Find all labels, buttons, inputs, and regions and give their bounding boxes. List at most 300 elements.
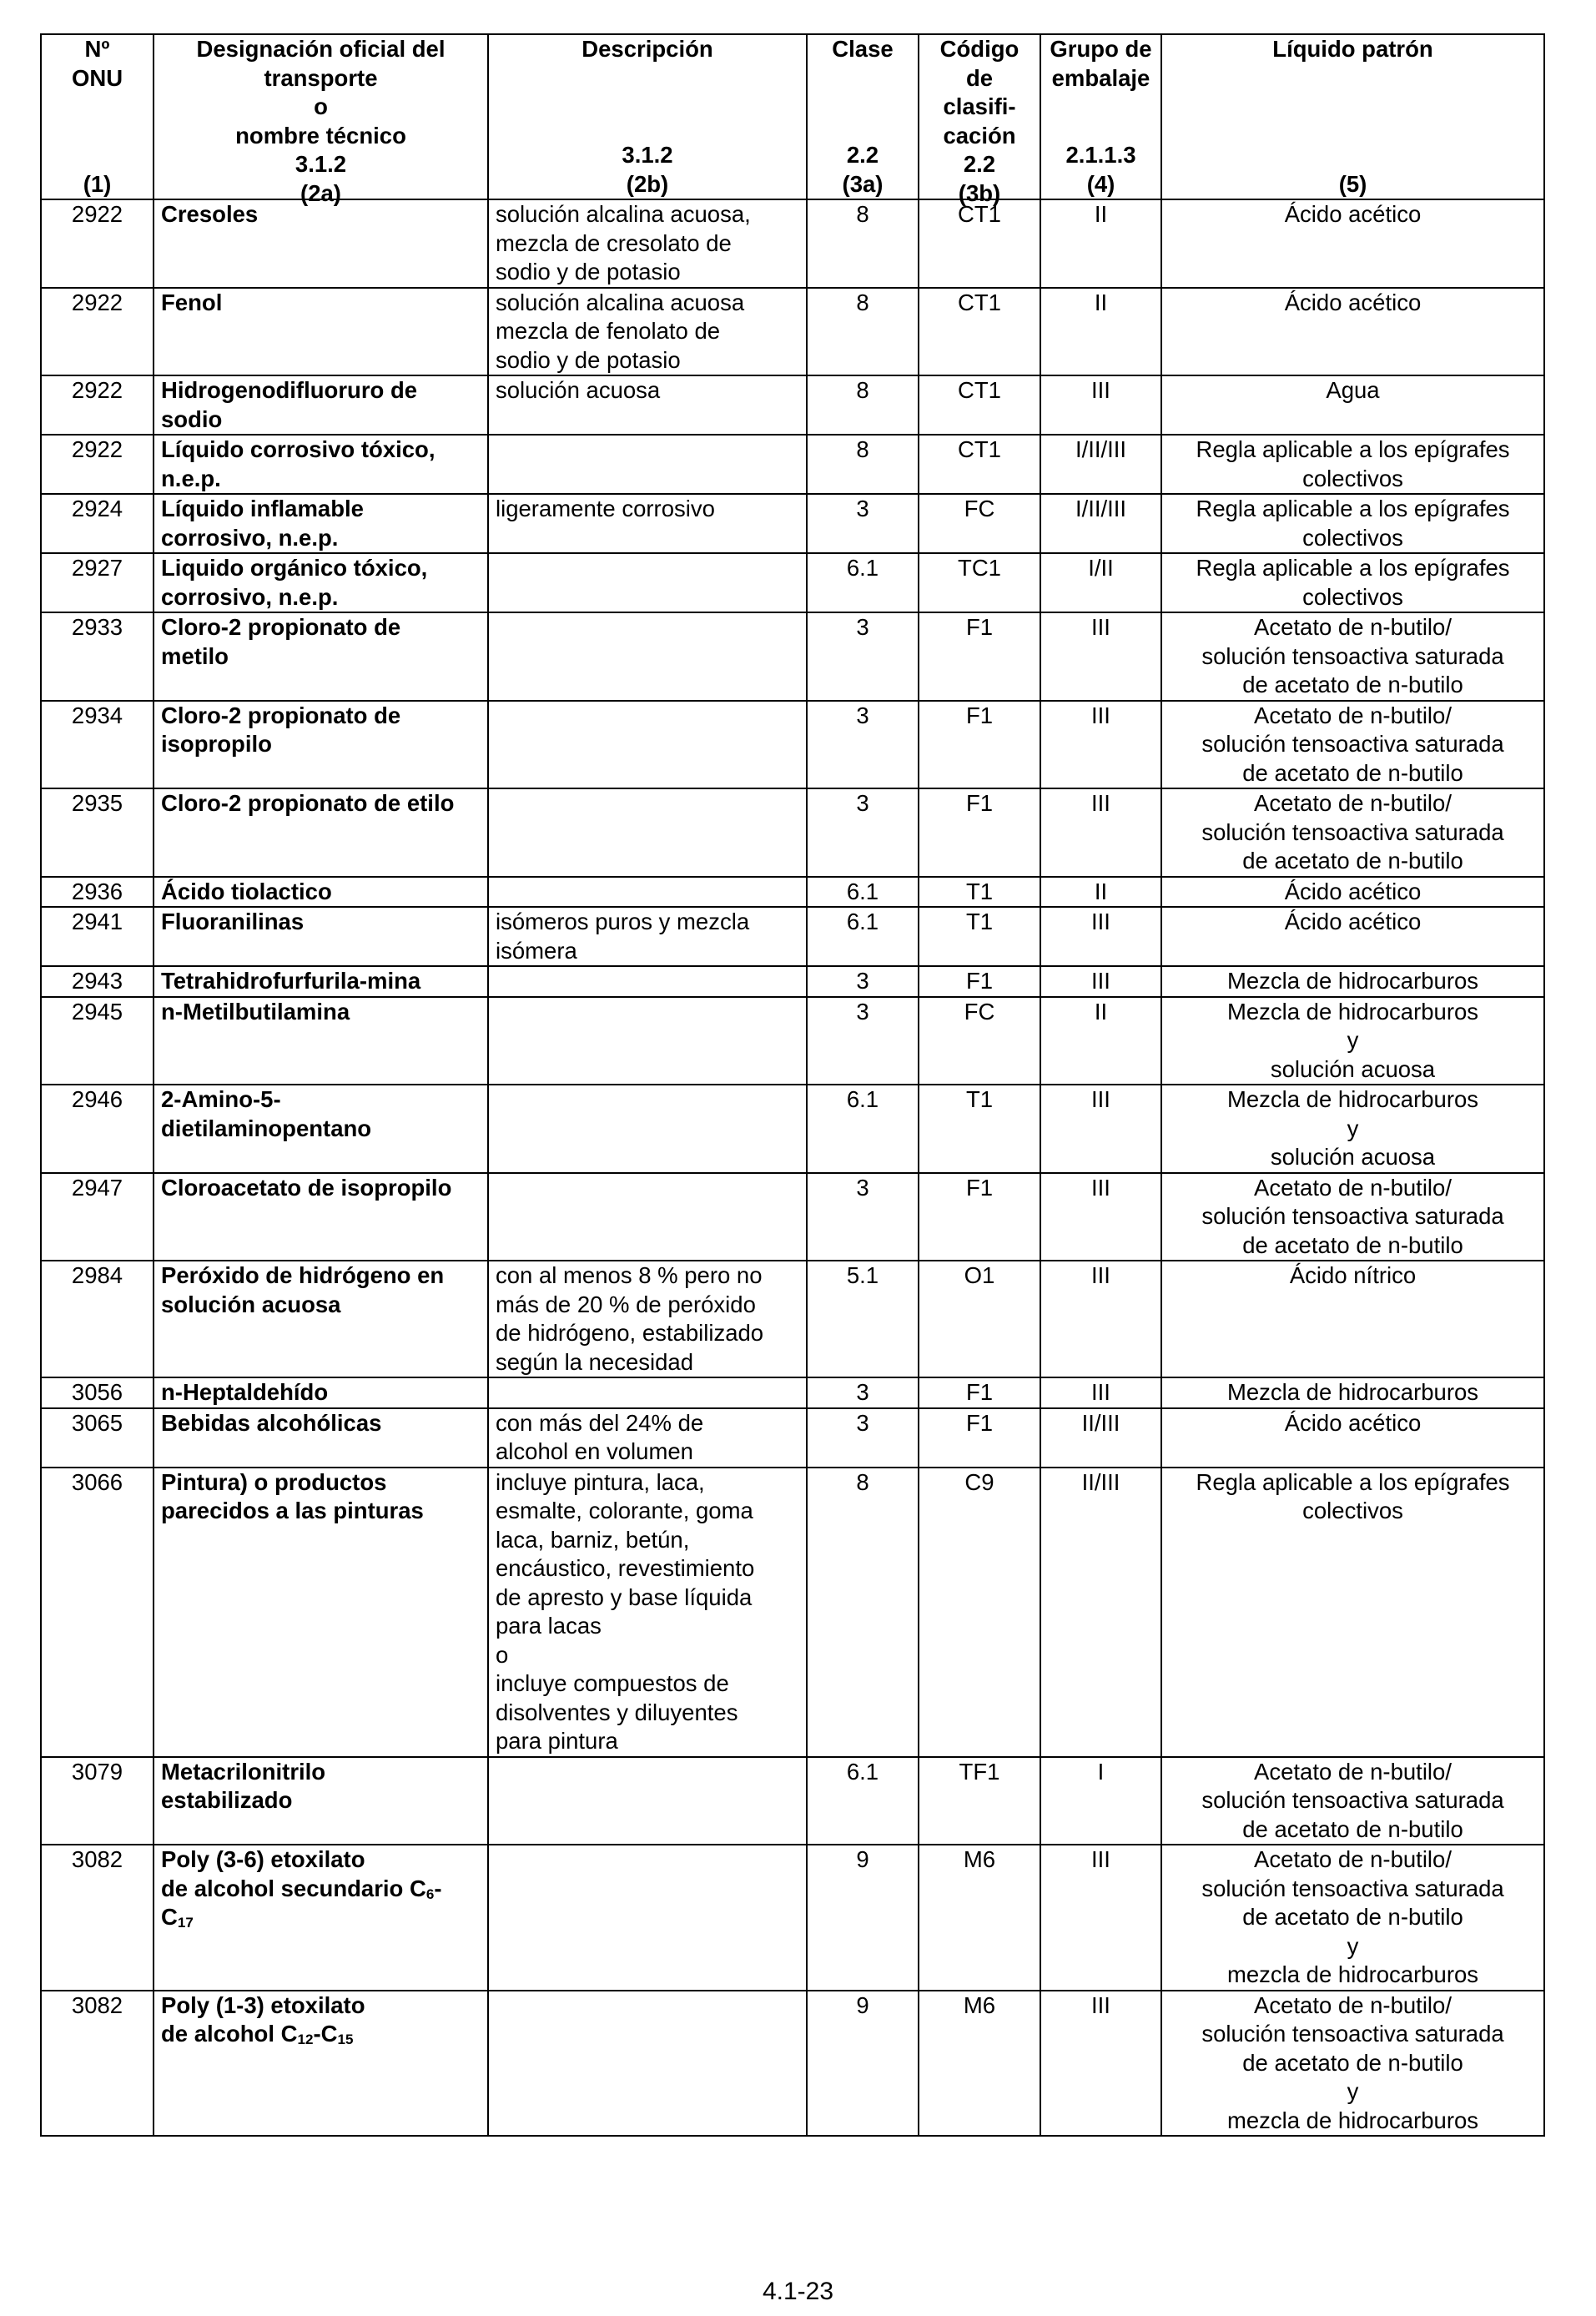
- header-title-line: transporte: [264, 64, 378, 91]
- cell-un-number: 3082: [41, 1845, 154, 1991]
- cell-standard-liquid-line: solución tensoactiva saturada: [1201, 1875, 1504, 1901]
- cell-designation-line: Liquido orgánico tóxico,: [161, 555, 428, 581]
- cell-description: [488, 612, 807, 701]
- cell-standard-liquid-line: solución tensoactiva saturada: [1201, 818, 1504, 845]
- cell-standard-liquid: [1161, 1991, 1544, 2137]
- cell-designation: [154, 788, 488, 877]
- cell-un-number: 2927: [41, 553, 154, 612]
- cell-designation-line: Líquido corrosivo tóxico,: [161, 436, 436, 462]
- cell-standard-liquid: [1161, 435, 1544, 494]
- cell-designation-line: dietilaminopentano: [161, 1115, 372, 1141]
- cell-standard-liquid-line: solución tensoactiva saturada: [1201, 1787, 1504, 1813]
- cell-classification-code: T1: [919, 877, 1040, 908]
- cell-packing-group: III: [1040, 788, 1161, 877]
- cell-un-number: 3065: [41, 1408, 154, 1468]
- cell-description: [488, 1261, 807, 1377]
- cell-designation-line: sodio: [161, 405, 223, 432]
- cell-class: 3: [807, 494, 919, 553]
- header-row: [41, 34, 1544, 199]
- cell-designation-line: 2-Amino-5-: [161, 1086, 281, 1112]
- cell-designation-line: n-Heptaldehído: [161, 1379, 329, 1405]
- cell-designation: [154, 877, 488, 908]
- cell-classification-code: F1: [919, 1408, 1040, 1468]
- cell-designation-line: de alcohol $C_{12}-C_{15}$: [161, 2021, 354, 2047]
- cell-standard-liquid-line: de acetato de n-butilo: [1242, 759, 1463, 786]
- table-row: [41, 1377, 1544, 1408]
- column-header-ref: [45, 141, 149, 199]
- cell-un-number: 2924: [41, 494, 154, 553]
- cell-description: [488, 1991, 807, 2137]
- cell-un-number: 3056: [41, 1377, 154, 1408]
- cell-description-line: de hidrógeno, estabilizado: [496, 1320, 764, 1346]
- cell-standard-liquid: [1161, 288, 1544, 376]
- table-row: [41, 701, 1544, 789]
- column-header-ref: [492, 141, 803, 199]
- cell-designation: [154, 1173, 488, 1261]
- cell-standard-liquid: [1161, 1173, 1544, 1261]
- cell-standard-liquid-line: y: [1347, 1115, 1359, 1141]
- cell-designation-line: metilo: [161, 642, 229, 669]
- cell-standard-liquid-line: Regla aplicable a los epígrafes: [1196, 1468, 1510, 1495]
- cell-designation: [154, 553, 488, 612]
- table-row: [41, 288, 1544, 376]
- cell-un-number: 2947: [41, 1173, 154, 1261]
- cell-packing-group: III: [1040, 612, 1161, 701]
- cell-class: 8: [807, 1468, 919, 1757]
- cell-class: 9: [807, 1845, 919, 1991]
- header-section-ref: [1166, 141, 1540, 170]
- cell-standard-liquid: [1161, 1757, 1544, 1845]
- cell-description-line: laca, barniz, betún,: [496, 1526, 690, 1553]
- cell-un-number: 2945: [41, 997, 154, 1085]
- cell-packing-group: III: [1040, 1173, 1161, 1261]
- cell-designation-line: corrosivo, n.e.p.: [161, 524, 339, 551]
- cell-standard-liquid-line: Acetato de n-butilo/: [1254, 1758, 1452, 1785]
- cell-standard-liquid-line: Mezcla de hidrocarburos: [1226, 1379, 1479, 1405]
- cell-description: [488, 288, 807, 376]
- cell-un-number: 2922: [41, 375, 154, 435]
- cell-classification-code: FC: [919, 494, 1040, 553]
- header-section-ref: 2.2: [846, 142, 879, 168]
- cell-designation-line: Cloro-2 propionato de: [161, 702, 401, 728]
- cell-description-line: más de 20 % de peróxido: [496, 1291, 756, 1317]
- cell-classification-code: T1: [919, 907, 1040, 966]
- header-column-number: (2a): [300, 179, 341, 206]
- cell-designation: [154, 1991, 488, 2137]
- cell-designation-line: n.e.p.: [161, 465, 221, 491]
- cell-designation-line: estabilizado: [161, 1787, 293, 1813]
- cell-classification-code: F1: [919, 612, 1040, 701]
- table-row: [41, 1991, 1544, 2137]
- table-row: [41, 877, 1544, 908]
- header-title-line: nombre técnico: [235, 122, 406, 149]
- cell-standard-liquid-line: colectivos: [1302, 583, 1403, 610]
- cell-un-number: 2984: [41, 1261, 154, 1377]
- cell-standard-liquid: [1161, 1377, 1544, 1408]
- header-column-number: (3b): [958, 179, 1001, 206]
- cell-standard-liquid-line: mezcla de hidrocarburos: [1226, 2107, 1479, 2133]
- cell-description-line: solución alcalina acuosa,: [496, 201, 751, 227]
- cell-class: 6.1: [807, 1757, 919, 1845]
- table-row: [41, 553, 1544, 612]
- cell-description-line: isómera: [496, 937, 577, 964]
- cell-designation-line: Bebidas alcohólicas: [161, 1409, 382, 1436]
- header-column-number: (3a): [842, 170, 884, 197]
- header-column-number: (5): [1338, 170, 1367, 197]
- cell-standard-liquid-line: solución acuosa: [1270, 1144, 1436, 1170]
- cell-description-line: según la necesidad: [496, 1348, 693, 1375]
- cell-designation: [154, 199, 488, 288]
- cell-description-line: ligeramente corrosivo: [496, 496, 715, 521]
- header-title-line: Nº: [84, 36, 110, 62]
- cell-designation-line: isopropilo: [161, 731, 272, 757]
- cell-class: 3: [807, 788, 919, 877]
- cell-standard-liquid-line: colectivos: [1302, 524, 1403, 551]
- table-row: [41, 1845, 1544, 1991]
- column-header-title: [492, 35, 803, 64]
- cell-packing-group: I: [1040, 1757, 1161, 1845]
- cell-packing-group: I/II: [1040, 553, 1161, 612]
- column-header-ref: [1045, 141, 1157, 199]
- cell-class: 6.1: [807, 877, 919, 908]
- cell-standard-liquid: [1161, 494, 1544, 553]
- column-header: [919, 34, 1040, 206]
- cell-un-number: 3079: [41, 1757, 154, 1845]
- cell-designation: [154, 1408, 488, 1468]
- cell-designation-line: Líquido inflamable: [161, 496, 364, 521]
- cell-classification-code: M6: [919, 1991, 1040, 2137]
- cell-designation: [154, 612, 488, 701]
- column-header-ref: [923, 150, 1036, 208]
- column-header: [41, 34, 154, 199]
- cell-un-number: 2922: [41, 199, 154, 288]
- cell-packing-group: III: [1040, 1845, 1161, 1991]
- column-header-title: [45, 35, 149, 93]
- cell-standard-liquid-line: Acetato de n-butilo/: [1254, 1174, 1452, 1201]
- cell-standard-liquid-line: y: [1347, 2078, 1359, 2104]
- column-header: [1040, 34, 1161, 199]
- cell-description-line: con más del 24% de: [496, 1409, 704, 1436]
- cell-packing-group: II/III: [1040, 1468, 1161, 1757]
- cell-un-number: 2922: [41, 435, 154, 494]
- cell-class: 8: [807, 199, 919, 288]
- table-row: [41, 1408, 1544, 1468]
- cell-description-line: para lacas: [496, 1613, 602, 1639]
- cell-class: 6.1: [807, 907, 919, 966]
- cell-designation: [154, 997, 488, 1085]
- cell-standard-liquid-line: Regla aplicable a los epígrafes: [1196, 496, 1510, 521]
- cell-description-line: o: [496, 1641, 509, 1668]
- table-row: [41, 788, 1544, 877]
- cell-packing-group: II/III: [1040, 1408, 1161, 1468]
- cell-standard-liquid-line: Ácido acético: [1284, 909, 1422, 934]
- cell-standard-liquid: [1161, 1408, 1544, 1468]
- cell-standard-liquid-line: de acetato de n-butilo: [1242, 2049, 1463, 2076]
- table-row: [41, 966, 1544, 997]
- cell-standard-liquid: [1161, 997, 1544, 1085]
- cell-packing-group: I/II/III: [1040, 435, 1161, 494]
- header-title-line: cación: [943, 122, 1016, 149]
- cell-description: [488, 997, 807, 1085]
- header-title-line: Clase: [832, 36, 894, 62]
- table-row: [41, 435, 1544, 494]
- cell-standard-liquid-line: y: [1347, 1932, 1359, 1959]
- cell-un-number: 2933: [41, 612, 154, 701]
- cell-un-number: 2922: [41, 288, 154, 376]
- header-section-ref: 2.1.1.3: [1065, 142, 1136, 168]
- cell-standard-liquid-line: Acetato de n-butilo/: [1254, 1846, 1452, 1872]
- cell-description: [488, 375, 807, 435]
- cell-description: [488, 701, 807, 789]
- cell-designation-line: Cloro-2 propionato de etilo: [161, 790, 455, 816]
- cell-packing-group: I/II/III: [1040, 494, 1161, 553]
- cell-packing-group: II: [1040, 288, 1161, 376]
- cell-designation-line: Cloro-2 propionato de: [161, 614, 401, 640]
- cell-packing-group: III: [1040, 701, 1161, 789]
- cell-class: 6.1: [807, 553, 919, 612]
- cell-description: [488, 1377, 807, 1408]
- cell-un-number: 3066: [41, 1468, 154, 1757]
- cell-standard-liquid: [1161, 375, 1544, 435]
- cell-classification-code: F1: [919, 966, 1040, 997]
- cell-packing-group: III: [1040, 907, 1161, 966]
- table-row: [41, 494, 1544, 553]
- column-header: [807, 34, 919, 199]
- cell-designation: [154, 907, 488, 966]
- cell-designation: [154, 701, 488, 789]
- header-title-line: clasifi-: [943, 93, 1016, 119]
- cell-standard-liquid-line: Mezcla de hidrocarburos: [1226, 968, 1479, 994]
- cell-standard-liquid-line: Ácido acético: [1284, 201, 1422, 227]
- cell-standard-liquid-line: solución tensoactiva saturada: [1201, 2021, 1504, 2047]
- cell-designation-line: Cresoles: [161, 201, 259, 227]
- cell-description-line: solución acuosa: [496, 377, 661, 403]
- cell-designation-line: n-Metilbutilamina: [161, 998, 350, 1025]
- cell-standard-liquid-line: de acetato de n-butilo: [1242, 848, 1463, 874]
- cell-designation: [154, 1845, 488, 1991]
- cell-description-line: encáustico, revestimiento: [496, 1555, 755, 1581]
- cell-description-line: disolventes y diluyentes: [496, 1699, 738, 1725]
- header-section-ref: 2.2: [963, 151, 996, 177]
- cell-description: [488, 1845, 807, 1991]
- cell-classification-code: FC: [919, 997, 1040, 1085]
- cell-packing-group: II: [1040, 877, 1161, 908]
- cell-un-number: 2934: [41, 701, 154, 789]
- cell-packing-group: III: [1040, 375, 1161, 435]
- table-row: [41, 375, 1544, 435]
- cell-standard-liquid: [1161, 1085, 1544, 1173]
- cell-designation: [154, 435, 488, 494]
- cell-un-number: 2941: [41, 907, 154, 966]
- cell-class: 5.1: [807, 1261, 919, 1377]
- cell-classification-code: F1: [919, 788, 1040, 877]
- cell-packing-group: III: [1040, 1085, 1161, 1173]
- cell-class: 3: [807, 1377, 919, 1408]
- cell-standard-liquid-line: Mezcla de hidrocarburos: [1226, 1086, 1479, 1112]
- cell-class: 3: [807, 1408, 919, 1468]
- cell-classification-code: CT1: [919, 288, 1040, 376]
- cell-description: [488, 494, 807, 553]
- cell-classification-code: CT1: [919, 435, 1040, 494]
- cell-description-line: alcohol en volumen: [496, 1438, 693, 1464]
- column-header-title: [158, 35, 484, 150]
- header-title-line: ONU: [71, 64, 123, 91]
- column-header-ref: [811, 141, 914, 199]
- cell-standard-liquid-line: solución tensoactiva saturada: [1201, 1203, 1504, 1229]
- column-header: [154, 34, 488, 206]
- cell-description-line: isómeros puros y mezcla: [496, 909, 750, 934]
- cell-standard-liquid-line: Acetato de n-butilo/: [1254, 702, 1452, 728]
- cell-description-line: con al menos 8 % pero no: [496, 1262, 763, 1288]
- cell-description: [488, 435, 807, 494]
- cell-standard-liquid-line: de acetato de n-butilo: [1242, 672, 1463, 697]
- cell-classification-code: T1: [919, 1085, 1040, 1173]
- column-header-title: [923, 35, 1036, 150]
- cell-description-line: incluye pintura, laca,: [496, 1468, 705, 1495]
- cell-standard-liquid-line: Acetato de n-butilo/: [1254, 790, 1452, 816]
- cell-standard-liquid: [1161, 612, 1544, 701]
- header-title-line: embalaje: [1051, 64, 1150, 91]
- cell-class: 8: [807, 288, 919, 376]
- cell-designation-line: Peróxido de hidrógeno en: [161, 1262, 445, 1288]
- cell-description-line: incluye compuestos de: [496, 1670, 729, 1696]
- cell-standard-liquid-line: solución tensoactiva saturada: [1201, 642, 1504, 669]
- cell-designation: [154, 494, 488, 553]
- cell-standard-liquid: [1161, 701, 1544, 789]
- cell-classification-code: F1: [919, 1377, 1040, 1408]
- cell-description-line: de apresto y base líquida: [496, 1583, 753, 1610]
- cell-standard-liquid-line: Agua: [1326, 377, 1380, 403]
- header-title-line: Código: [939, 36, 1020, 62]
- header-title-line: Designación oficial del: [196, 36, 446, 62]
- cell-classification-code: F1: [919, 1173, 1040, 1261]
- column-header: [1161, 34, 1544, 199]
- cell-standard-liquid-line: Regla aplicable a los epígrafes: [1196, 555, 1510, 581]
- cell-designation: [154, 288, 488, 376]
- cell-un-number: 2946: [41, 1085, 154, 1173]
- header-section-ref: 3.1.2: [622, 142, 673, 168]
- cell-description: [488, 877, 807, 908]
- cell-designation-line: Ácido tiolactico: [161, 878, 332, 904]
- cell-designation: [154, 1085, 488, 1173]
- cell-designation-line: de alcohol secundario $C_6-$: [161, 1875, 442, 1902]
- cell-standard-liquid: [1161, 877, 1544, 908]
- cell-designation-line: Tetrahidrofurfurila-mina: [161, 968, 421, 994]
- table-row: [41, 997, 1544, 1085]
- cell-standard-liquid-line: Acetato de n-butilo/: [1254, 614, 1452, 640]
- cell-description: [488, 1468, 807, 1757]
- cell-designation-line: Cloroacetato de isopropilo: [161, 1174, 452, 1201]
- cell-standard-liquid-line: Ácido acético: [1284, 289, 1422, 315]
- cell-designation-line: parecidos a las pinturas: [161, 1498, 424, 1523]
- column-header-title: [1166, 35, 1540, 64]
- cell-packing-group: III: [1040, 1377, 1161, 1408]
- cell-standard-liquid-line: y: [1347, 1027, 1359, 1053]
- header-title-line: Grupo de: [1050, 36, 1152, 62]
- cell-packing-group: III: [1040, 966, 1161, 997]
- table-row: [41, 1261, 1544, 1377]
- cell-standard-liquid: [1161, 1845, 1544, 1991]
- cell-classification-code: C9: [919, 1468, 1040, 1757]
- cell-class: 3: [807, 701, 919, 789]
- cell-description-line: solución alcalina acuosa: [496, 289, 745, 315]
- table-row: [41, 907, 1544, 966]
- cell-un-number: 2936: [41, 877, 154, 908]
- table-row: [41, 1757, 1544, 1845]
- column-header: [488, 34, 807, 199]
- cell-standard-liquid-line: Ácido acético: [1284, 1409, 1422, 1436]
- cell-description: [488, 907, 807, 966]
- cell-designation-line: solución acuosa: [161, 1291, 341, 1317]
- cell-description: [488, 199, 807, 288]
- cell-standard-liquid: [1161, 1468, 1544, 1757]
- header-section-ref: [45, 141, 149, 170]
- cell-description-line: mezcla de fenolato de: [496, 318, 721, 344]
- cell-standard-liquid-line: de acetato de n-butilo: [1242, 1815, 1463, 1842]
- cell-standard-liquid-line: Ácido nítrico: [1289, 1262, 1417, 1288]
- page-number: 4.1-23: [762, 2278, 834, 2305]
- cell-description: [488, 788, 807, 877]
- cell-description: [488, 1757, 807, 1845]
- dangerous-goods-table: [40, 33, 1545, 2137]
- column-header-ref: [1166, 141, 1540, 199]
- cell-description: [488, 1408, 807, 1468]
- column-header-title: [811, 35, 914, 64]
- cell-classification-code: TF1: [919, 1757, 1040, 1845]
- cell-designation: [154, 966, 488, 997]
- cell-standard-liquid: [1161, 966, 1544, 997]
- cell-classification-code: F1: [919, 701, 1040, 789]
- cell-class: 3: [807, 612, 919, 701]
- cell-standard-liquid-line: colectivos: [1302, 465, 1403, 491]
- cell-description: [488, 1085, 807, 1173]
- cell-class: 8: [807, 435, 919, 494]
- cell-designation: [154, 1468, 488, 1757]
- cell-description-line: mezcla de cresolato de: [496, 229, 732, 256]
- cell-standard-liquid-line: de acetato de n-butilo: [1242, 1231, 1463, 1258]
- cell-description: [488, 966, 807, 997]
- cell-classification-code: CT1: [919, 375, 1040, 435]
- header-column-number: (2b): [626, 170, 669, 197]
- cell-standard-liquid-line: Ácido acético: [1284, 878, 1422, 904]
- table-row: [41, 199, 1544, 288]
- header-title-line: de: [965, 64, 994, 91]
- cell-designation-line: Fenol: [161, 289, 223, 315]
- cell-un-number: 3082: [41, 1991, 154, 2137]
- table-body: [41, 199, 1544, 2136]
- cell-description: [488, 1173, 807, 1261]
- cell-packing-group: II: [1040, 199, 1161, 288]
- cell-designation-line: Poly (3-6) etoxilato: [161, 1846, 365, 1872]
- cell-description-line: sodio y de potasio: [496, 259, 681, 284]
- cell-standard-liquid: [1161, 907, 1544, 966]
- cell-standard-liquid: [1161, 1261, 1544, 1377]
- cell-standard-liquid-line: Mezcla de hidrocarburos: [1226, 998, 1479, 1025]
- cell-classification-code: M6: [919, 1845, 1040, 1991]
- cell-designation: [154, 1377, 488, 1408]
- cell-description-line: sodio y de potasio: [496, 346, 681, 373]
- cell-classification-code: O1: [919, 1261, 1040, 1377]
- cell-designation-line: $C_{17}$: [161, 1904, 194, 1931]
- cell-standard-liquid-line: Acetato de n-butilo/: [1254, 1991, 1452, 2018]
- table-row: [41, 1085, 1544, 1173]
- table-row: [41, 1173, 1544, 1261]
- cell-packing-group: III: [1040, 1261, 1161, 1377]
- cell-packing-group: II: [1040, 997, 1161, 1085]
- cell-un-number: 2943: [41, 966, 154, 997]
- cell-designation: [154, 1757, 488, 1845]
- cell-class: 9: [807, 1991, 919, 2137]
